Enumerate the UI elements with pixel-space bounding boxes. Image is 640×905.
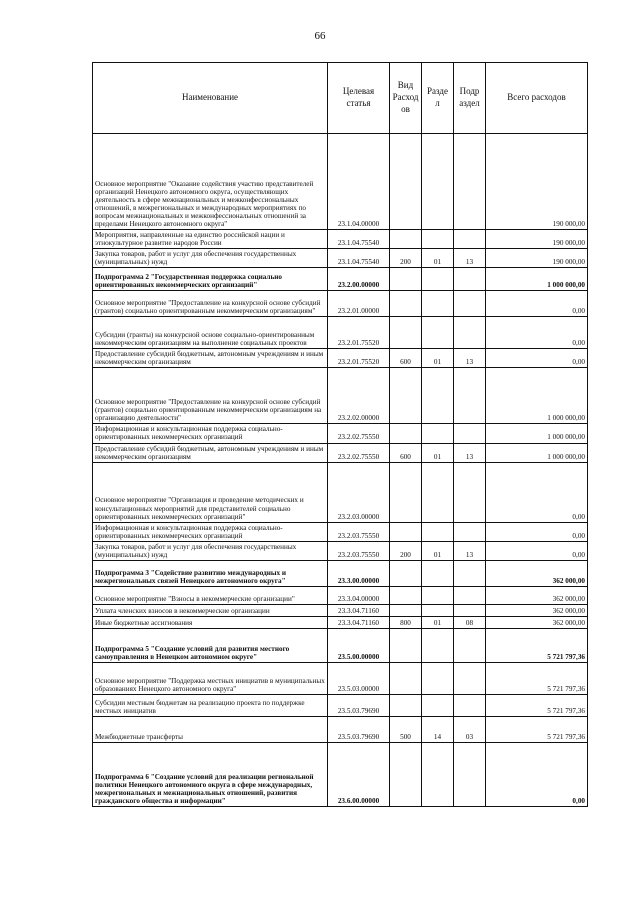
table-row bbox=[93, 616, 588, 628]
row-name: Субсидии (гранты) на конкурсной основе социально-ориентированным некоммерческим организациям на выполнение социальных проектов bbox=[93, 317, 328, 349]
header-vid: Вид Расход ов bbox=[390, 63, 422, 134]
row-podrazdel bbox=[454, 742, 486, 806]
row-total: 0,00 bbox=[486, 291, 588, 317]
row-razdel bbox=[422, 134, 454, 230]
row-total: 362 000,00 bbox=[486, 616, 588, 628]
table-row bbox=[93, 694, 588, 716]
row-vid bbox=[390, 662, 422, 694]
row-razdel: 01 bbox=[422, 443, 454, 462]
row-name: Закупка товаров, работ и услуг для обеспечения государственных (муниципальных) нужд bbox=[93, 541, 328, 560]
row-total: 1 000 000,00 bbox=[486, 268, 588, 291]
table-row bbox=[93, 462, 588, 522]
row-target-code: 23.5.00.00000 bbox=[328, 628, 390, 662]
row-razdel bbox=[422, 694, 454, 716]
row-podrazdel bbox=[454, 462, 486, 522]
row-target-code: 23.2.02.75550 bbox=[328, 443, 390, 462]
row-razdel: 01 bbox=[422, 616, 454, 628]
row-podrazdel bbox=[454, 368, 486, 424]
row-name: Подпрограмма 5 "Создание условий для развития местного самоуправления в Ненецком автономном округе" bbox=[93, 628, 328, 662]
row-name: Информационная и консультационная поддержка социально-ориентированных некоммерческих организаций bbox=[93, 522, 328, 541]
row-vid bbox=[390, 586, 422, 604]
row-vid bbox=[390, 742, 422, 806]
row-podrazdel bbox=[454, 586, 486, 604]
header-razdel: Разде л bbox=[422, 63, 454, 134]
row-total: 1 000 000,00 bbox=[486, 443, 588, 462]
row-razdel bbox=[422, 742, 454, 806]
row-vid bbox=[390, 522, 422, 541]
row-vid bbox=[390, 694, 422, 716]
row-target-code: 23.3.04.71160 bbox=[328, 616, 390, 628]
row-total: 5 721 797,36 bbox=[486, 694, 588, 716]
row-name: Закупка товаров, работ и услуг для обеспечения государственных (муниципальных) нужд bbox=[93, 249, 328, 268]
row-target-code: 23.6.00.00000 bbox=[328, 742, 390, 806]
row-target-code: 23.1.04.75540 bbox=[328, 230, 390, 249]
row-razdel bbox=[422, 560, 454, 586]
row-target-code: 23.2.03.75550 bbox=[328, 522, 390, 541]
row-target-code: 23.2.01.75520 bbox=[328, 317, 390, 349]
header-podrazdel: Подр аздел bbox=[454, 63, 486, 134]
row-total: 362 000,00 bbox=[486, 560, 588, 586]
row-razdel: 14 bbox=[422, 716, 454, 742]
table-row bbox=[93, 424, 588, 443]
row-target-code: 23.2.01.75520 bbox=[328, 349, 390, 368]
row-target-code: 23.2.03.75550 bbox=[328, 541, 390, 560]
row-podrazdel bbox=[454, 662, 486, 694]
row-podrazdel: 13 bbox=[454, 443, 486, 462]
row-podrazdel bbox=[454, 424, 486, 443]
row-vid bbox=[390, 317, 422, 349]
row-vid bbox=[390, 424, 422, 443]
row-total: 1 000 000,00 bbox=[486, 424, 588, 443]
row-podrazdel bbox=[454, 560, 486, 586]
table-body bbox=[93, 134, 588, 807]
row-podrazdel bbox=[454, 230, 486, 249]
row-podrazdel: 13 bbox=[454, 541, 486, 560]
row-total: 190 000,00 bbox=[486, 230, 588, 249]
row-vid bbox=[390, 134, 422, 230]
row-podrazdel bbox=[454, 291, 486, 317]
row-razdel bbox=[422, 368, 454, 424]
row-total: 1 000 000,00 bbox=[486, 368, 588, 424]
row-vid: 200 bbox=[390, 249, 422, 268]
row-target-code: 23.2.01.00000 bbox=[328, 291, 390, 317]
row-vid: 600 bbox=[390, 349, 422, 368]
row-target-code: 23.2.03.00000 bbox=[328, 462, 390, 522]
row-total: 5 721 797,36 bbox=[486, 716, 588, 742]
row-podrazdel: 13 bbox=[454, 349, 486, 368]
row-podrazdel: 13 bbox=[454, 249, 486, 268]
row-vid: 200 bbox=[390, 541, 422, 560]
table-row bbox=[93, 604, 588, 616]
table-row bbox=[93, 541, 588, 560]
row-razdel bbox=[422, 522, 454, 541]
row-name: Мероприятия, направленные на единство российской нации и этнокультурное развитие народов России bbox=[93, 230, 328, 249]
row-target-code: 23.2.02.75550 bbox=[328, 424, 390, 443]
row-name: Предоставление субсидий бюджетным, автономным учреждениям и иным некоммерческим организациям bbox=[93, 349, 328, 368]
row-total: 0,00 bbox=[486, 462, 588, 522]
row-podrazdel bbox=[454, 604, 486, 616]
row-name: Субсидии местным бюджетам на реализацию проекта по поддержке местных инициатив bbox=[93, 694, 328, 716]
row-name: Иные бюджетные ассигнования bbox=[93, 616, 328, 628]
row-target-code: 23.5.03.79690 bbox=[328, 716, 390, 742]
row-target-code: 23.5.03.79690 bbox=[328, 694, 390, 716]
row-vid: 500 bbox=[390, 716, 422, 742]
row-podrazdel: 03 bbox=[454, 716, 486, 742]
table-row bbox=[93, 716, 588, 742]
row-target-code: 23.3.04.71160 bbox=[328, 604, 390, 616]
table-row bbox=[93, 230, 588, 249]
row-target-code: 23.3.04.00000 bbox=[328, 586, 390, 604]
table-row bbox=[93, 317, 588, 349]
row-name: Подпрограмма 6 "Создание условий для реализации региональной политики Ненецкого автономного округа в сфере международных, межрегиональных и межнациональных отношений, развития гражданского общества и информации" bbox=[93, 742, 328, 806]
row-total: 0,00 bbox=[486, 522, 588, 541]
row-podrazdel bbox=[454, 134, 486, 230]
table-row bbox=[93, 249, 588, 268]
row-vid bbox=[390, 462, 422, 522]
row-vid: 600 bbox=[390, 443, 422, 462]
row-target-code: 23.1.04.75540 bbox=[328, 249, 390, 268]
row-podrazdel bbox=[454, 268, 486, 291]
table-row bbox=[93, 443, 588, 462]
expenses-table bbox=[92, 62, 588, 807]
row-razdel bbox=[422, 230, 454, 249]
row-total: 0,00 bbox=[486, 742, 588, 806]
page-number: 66 bbox=[314, 30, 326, 42]
row-vid bbox=[390, 560, 422, 586]
row-razdel bbox=[422, 628, 454, 662]
row-razdel bbox=[422, 462, 454, 522]
row-name: Основное мероприятие "Организация и проведение методических и консультационных мероприятий для представителей социально ориентированных некоммерческих организаций" bbox=[93, 462, 328, 522]
row-total: 0,00 bbox=[486, 349, 588, 368]
row-razdel: 01 bbox=[422, 249, 454, 268]
header-total: Всего расходов bbox=[486, 63, 588, 134]
row-razdel: 01 bbox=[422, 541, 454, 560]
row-total: 362 000,00 bbox=[486, 604, 588, 616]
table-row bbox=[93, 628, 588, 662]
row-name: Основное мероприятие "Взносы в некоммерческие организации" bbox=[93, 586, 328, 604]
table-row bbox=[93, 268, 588, 291]
row-target-code: 23.5.03.00000 bbox=[328, 662, 390, 694]
row-total: 5 721 797,36 bbox=[486, 628, 588, 662]
row-vid bbox=[390, 268, 422, 291]
header-name: Наименование bbox=[93, 63, 328, 134]
row-podrazdel: 08 bbox=[454, 616, 486, 628]
row-name: Уплата членских взносов в некоммерческие организации bbox=[93, 604, 328, 616]
row-podrazdel bbox=[454, 628, 486, 662]
row-name: Основное мероприятие "Предоставление на конкурсной основе субсидий (грантов) социально ориентированным некоммерческим организациям" bbox=[93, 291, 328, 317]
row-vid bbox=[390, 628, 422, 662]
table-row bbox=[93, 662, 588, 694]
row-target-code: 23.2.00.00000 bbox=[328, 268, 390, 291]
row-total: 190 000,00 bbox=[486, 249, 588, 268]
row-total: 0,00 bbox=[486, 317, 588, 349]
row-name: Предоставление субсидий бюджетным, автономным учреждениям и иным некоммерческим организациям bbox=[93, 443, 328, 462]
row-name: Основное мероприятие "Предоставление на конкурсной основе субсидий (грантов) социально ориентированным некоммерческим организациям на организацию деятельности" bbox=[93, 368, 328, 424]
table-header-row bbox=[93, 63, 588, 134]
table-row bbox=[93, 522, 588, 541]
row-total: 5 721 797,36 bbox=[486, 662, 588, 694]
row-target-code: 23.3.00.00000 bbox=[328, 560, 390, 586]
row-podrazdel bbox=[454, 522, 486, 541]
row-total: 0,00 bbox=[486, 541, 588, 560]
row-vid bbox=[390, 291, 422, 317]
row-vid: 800 bbox=[390, 616, 422, 628]
row-razdel bbox=[422, 662, 454, 694]
row-podrazdel bbox=[454, 317, 486, 349]
row-razdel bbox=[422, 291, 454, 317]
table-row bbox=[93, 560, 588, 586]
row-total: 362 000,00 bbox=[486, 586, 588, 604]
table-row bbox=[93, 349, 588, 368]
header-target: Целевая статья bbox=[328, 63, 390, 134]
row-razdel bbox=[422, 268, 454, 291]
row-podrazdel bbox=[454, 694, 486, 716]
table-row bbox=[93, 742, 588, 806]
row-razdel bbox=[422, 586, 454, 604]
row-razdel: 01 bbox=[422, 349, 454, 368]
row-name: Межбюджетные трансферты bbox=[93, 716, 328, 742]
row-name: Основное мероприятие "Поддержка местных инициатив в муниципальных образованиях Ненецкого автономного округа" bbox=[93, 662, 328, 694]
table-row bbox=[93, 586, 588, 604]
row-name: Подпрограмма 2 "Государственная поддержка социально ориентированных некоммерческих организаций" bbox=[93, 268, 328, 291]
table-row bbox=[93, 291, 588, 317]
row-razdel bbox=[422, 317, 454, 349]
row-razdel bbox=[422, 424, 454, 443]
row-vid bbox=[390, 604, 422, 616]
table-row bbox=[93, 368, 588, 424]
row-vid bbox=[390, 230, 422, 249]
row-razdel bbox=[422, 604, 454, 616]
row-total: 190 000,00 bbox=[486, 134, 588, 230]
row-name: Основное мероприятие "Оказание содействия участию представителей организаций Ненецкого автономного округа, осуществляющих деятельность в сфере межнациональных и межконфессиональных отношений, в межрегиональных и международных мероприятиях по вопросам межнациональных и межконфессиональных отношений за пределами Ненецкого автономного округа" bbox=[93, 134, 328, 230]
row-name: Информационная и консультационная поддержка социально-ориентированных некоммерческих организаций bbox=[93, 424, 328, 443]
row-target-code: 23.2.02.00000 bbox=[328, 368, 390, 424]
row-vid bbox=[390, 368, 422, 424]
row-name: Подпрограмма 3 "Содействие развитию международных и межрегиональных связей Ненецкого автономного округа" bbox=[93, 560, 328, 586]
table-row bbox=[93, 134, 588, 230]
row-target-code: 23.1.04.00000 bbox=[328, 134, 390, 230]
